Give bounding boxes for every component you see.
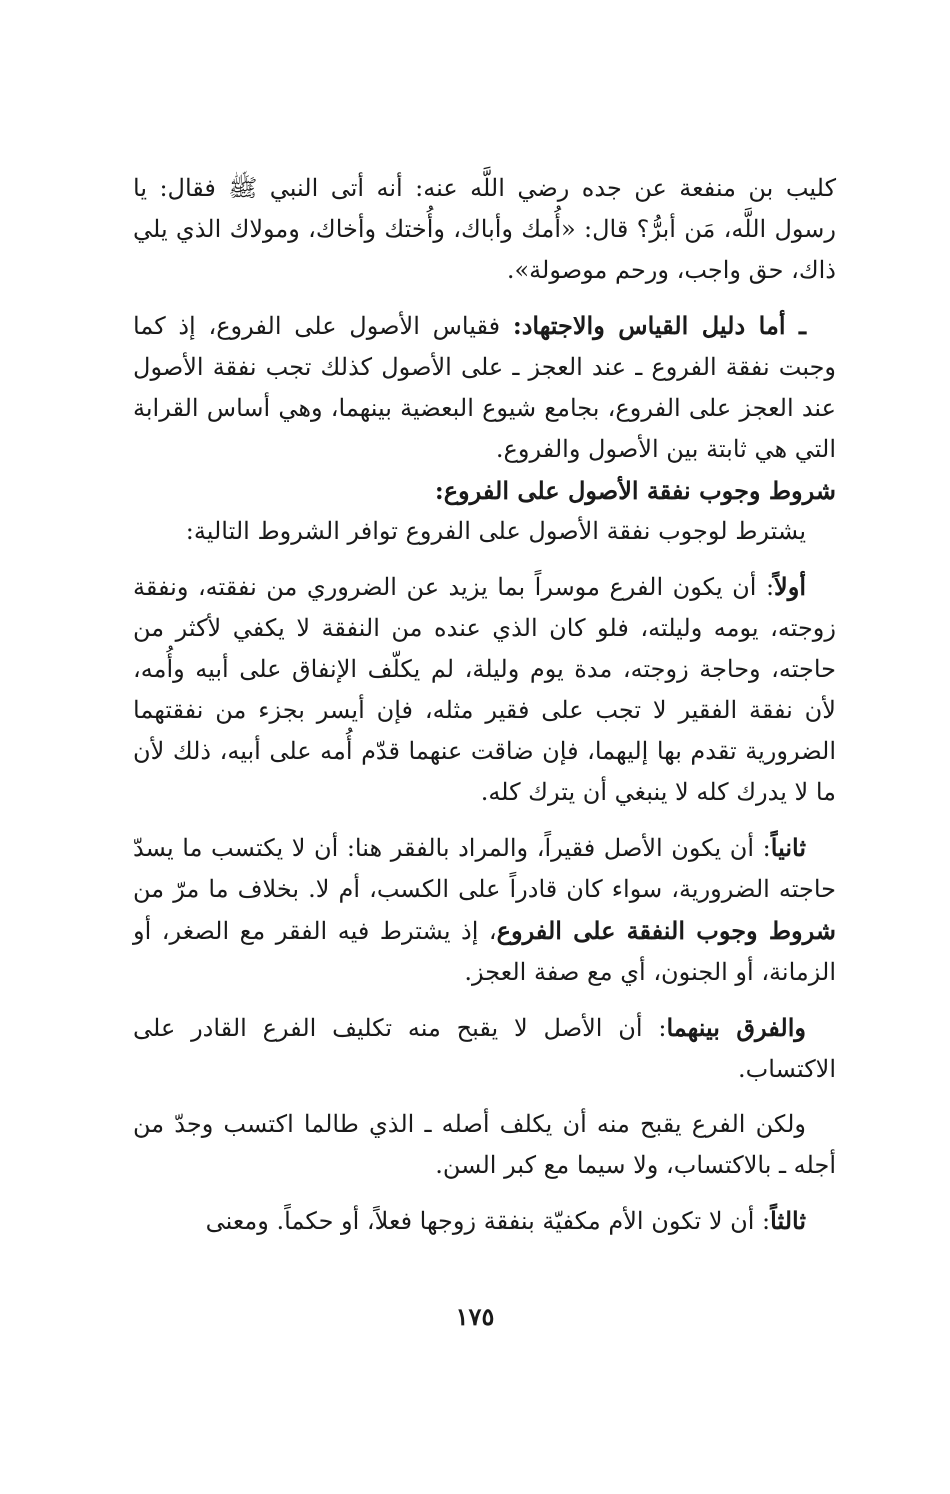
paragraph-second-condition (133, 827, 836, 993)
qiyas-text: فقياس الأصول على الفروع، إذ كما وجبت نفقة الفروع ـ عند العجز ـ على الأصول كذلك تجب نفقة الأصول عند العجز على الفروع، بجامع شيوع البعضية بينهما، وهي أساس القرابة التي هي ثابتة بين الأصول والفروع. (133, 312, 836, 463)
first-text: : أن يكون الفرع موسراً بما يزيد عن الضروري من نفقته، ونفقة زوجته، يومه وليلته، فلو كان الذي عنده من النفقة لا يكفي لأكثر من حاجته، وحاجة زوجته، مدة يوم وليلة، لم يكلّف الإنفاق على أبيه وأُمه، لأن نفقة الفقير لا تجب على فقير مثله، فإن أيسر بجزء من نفقتهما الضرورية تقدم بها إليهما، فإن ضاقت عنهما قدّم أُمه على أبيه، ذلك لأن ما لا يدرك كله لا ينبغي أن يترك كله. (133, 573, 836, 806)
second-label: ثانياً (770, 833, 806, 862)
qiyas-label: ـ أما دليل القياس والاجتهاد: (512, 311, 807, 340)
paragraph-third-condition (133, 1200, 836, 1242)
paragraph-first-condition (133, 566, 836, 813)
page-body (133, 168, 836, 1242)
paragraph-qiyas (133, 305, 836, 470)
third-text: : أن لا تكون الأم مكفيّة بنفقة زوجها فعلاً، أو حكماً. ومعنى (205, 1207, 771, 1235)
difference-label: والفرق بينهما (666, 1013, 806, 1042)
third-label: ثالثاً (770, 1206, 806, 1235)
first-label: أولاً (774, 572, 806, 601)
section-heading: شروط وجوب نفقة الأصول على الفروع: (434, 476, 836, 505)
paragraph-hadith (133, 168, 836, 291)
second-text-b: ، إذ يشترط فيه الفقر مع الصغر، أو الزمانة، أو الجنون، أي مع صفة العجز. (133, 917, 836, 986)
page-number: ١٧٥ (455, 1302, 495, 1331)
difference-text: : أن الأصل لا يقبح منه تكليف الفرع القادر على الاكتساب. (133, 1014, 836, 1083)
second-text-a: : أن يكون الأصل فقيراً، والمراد بالفقر هنا: أن لا يكتسب ما يسدّ حاجته الضرورية، سواء كان قادراً على الكسب، أم لا. بخلاف ما مرّ من (133, 834, 836, 903)
second-emphasis: شروط وجوب النفقة على الفروع (496, 916, 837, 945)
hadith-text: كليب بن منفعة عن جده رضي اللَّه عنه: أنه أتى النبي ﷺ فقال: يا رسول اللَّه، مَن أبرُّ؟ قال: «أُمك وأباك، وأُختك وأخاك، ومولاك الذي يلي ذاك، حق واجب، ورحم موصولة». (133, 174, 836, 284)
paragraph-difference (133, 1007, 836, 1090)
paragraph-but: ولكن الفرع يقبح منه أن يكلف أصله ـ الذي طالما اكتسب وجدّ من أجله ـ بالاكتساب، ولا سيما مع كبر السن. (133, 1110, 836, 1179)
paragraph-intro: يشترط لوجوب نفقة الأصول على الفروع توافر الشروط التالية: (185, 517, 806, 545)
